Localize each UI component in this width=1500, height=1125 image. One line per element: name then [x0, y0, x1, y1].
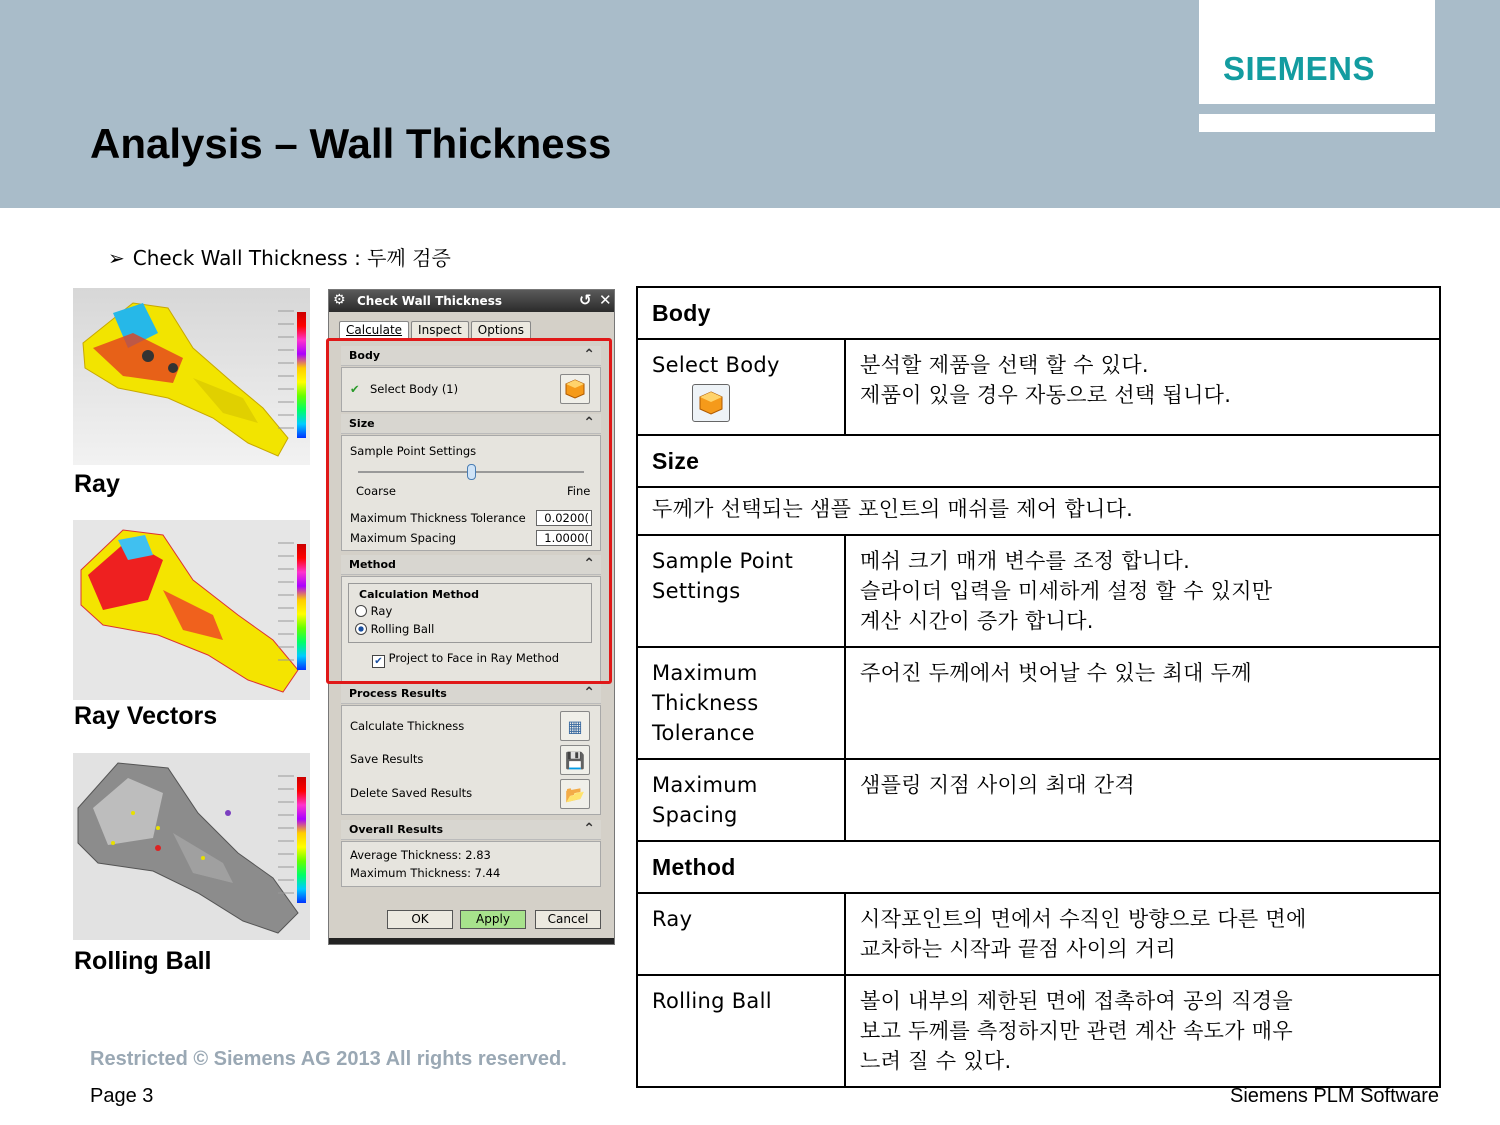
description-line: 시작포인트의 면에서 수직인 방향으로 다른 면에 [860, 907, 1307, 931]
delete-saved-results-button[interactable] [560, 779, 590, 809]
gear-icon[interactable]: ⚙ [333, 292, 346, 308]
close-icon[interactable]: ✕ [599, 291, 612, 309]
description-line: 보고 두께를 측정하지만 관련 계산 속도가 매우 [860, 1019, 1293, 1043]
collapse-chevron-icon[interactable]: ⌃ [583, 415, 595, 431]
ray-vectors-result-image [73, 520, 310, 700]
arrow-bullet-icon: ➢ [108, 246, 125, 270]
table-row [637, 339, 1440, 435]
sample-point-description [845, 535, 1440, 647]
checkbox-checked-icon[interactable]: ✔ [372, 655, 385, 668]
scale-ticks [278, 310, 294, 440]
scale-ticks [278, 542, 294, 672]
calculator-icon: ▦ [567, 716, 583, 736]
ok-button[interactable]: OK [387, 910, 453, 929]
table-row [637, 841, 1440, 893]
max-spacing-label: Maximum Spacing [350, 531, 457, 545]
save-disk-icon: 💾 [565, 750, 585, 770]
delete-folder-icon: 📂 [565, 784, 585, 804]
rolling-ball-term: Rolling Ball [637, 975, 845, 1087]
check-icon: ✔ [350, 382, 360, 396]
table-row [637, 487, 1440, 535]
page-number: Page 3 [90, 1085, 154, 1107]
spacing-description: 샘플링 지점 사이의 최대 간격 [845, 759, 1440, 841]
color-scale-legend [297, 544, 306, 670]
cancel-button[interactable]: Cancel [535, 910, 601, 929]
description-line: 메쉬 크기 매개 변수를 조정 합니다. [860, 549, 1191, 573]
term-line: Spacing [652, 803, 738, 827]
restricted-notice: Restricted © Siemens AG 2013 All rights reserved. [90, 1048, 567, 1070]
sample-point-term [637, 535, 845, 647]
tolerance-term [637, 647, 845, 759]
select-body-icon [692, 384, 730, 422]
highlight-box [326, 338, 612, 684]
table-row [637, 287, 1440, 339]
term-line: Settings [652, 579, 741, 603]
apply-button[interactable]: Apply [460, 910, 526, 929]
average-thickness-readout: Average Thickness: 2.83 [350, 848, 491, 862]
collapse-chevron-icon[interactable]: ⌃ [583, 556, 595, 572]
table-row [637, 893, 1440, 975]
body-header: Body [637, 287, 1440, 339]
dialog-bottom-bar [329, 938, 614, 944]
ray-model-render [73, 288, 310, 465]
ray-vectors-caption: Ray Vectors [74, 702, 218, 730]
dialog-tabs [339, 321, 531, 339]
process-results-panel [341, 705, 601, 815]
rolling-ball-description [845, 975, 1440, 1087]
delete-saved-results-label: Delete Saved Results [350, 786, 473, 800]
overall-results-section-header[interactable] [341, 820, 601, 840]
term-line: Maximum [652, 773, 758, 797]
rolling-ball-model-render [73, 753, 310, 940]
description-line: 교차하는 시작과 끝점 사이의 거리 [860, 937, 1177, 961]
bullet-text: Check Wall Thickness : 두께 검증 [132, 246, 451, 270]
select-body-description [845, 339, 1440, 435]
slider-fine-label: Fine [567, 484, 591, 498]
maximum-thickness-readout: Maximum Thickness: 7.44 [350, 866, 501, 880]
method-section-label: Method [349, 558, 396, 571]
description-line: 볼이 내부의 제한된 면에 접촉하여 공의 직경을 [860, 989, 1293, 1013]
max-thickness-tolerance-label: Maximum Thickness Tolerance [350, 511, 526, 525]
radio-rolling-ball-label: Rolling Ball [370, 622, 435, 636]
term-line: Sample Point [652, 549, 794, 573]
scale-ticks [278, 775, 294, 905]
page-title: Analysis – Wall Thickness [90, 120, 612, 167]
ray-result-image [73, 288, 310, 465]
term-line: Maximum [652, 661, 758, 685]
ray-caption: Ray [74, 470, 120, 498]
overall-results-panel [341, 841, 601, 887]
project-to-face-label: Project to Face in Ray Method [388, 651, 560, 665]
description-line: 슬라이더 입력을 미세하게 설정 할 수 있지만 [860, 579, 1273, 603]
table-row [637, 535, 1440, 647]
calculation-method-label: Calculation Method [359, 588, 479, 601]
reset-icon[interactable]: ↺ [579, 291, 592, 309]
size-section-label: Size [349, 417, 375, 430]
spacing-term [637, 759, 845, 841]
ray-term: Ray [637, 893, 845, 975]
sample-point-settings-label: Sample Point Settings [350, 444, 477, 458]
collapse-chevron-icon[interactable]: ⌃ [583, 347, 595, 363]
tab-inspect[interactable]: Inspect [411, 321, 469, 339]
term-line: Tolerance [652, 721, 755, 745]
term-line: Thickness [652, 691, 759, 715]
description-line: 계산 시간이 증가 합니다. [860, 609, 1094, 633]
radio-ray-label: Ray [370, 604, 393, 618]
logo-strip [1199, 114, 1435, 132]
calculate-thickness-label: Calculate Thickness [350, 719, 465, 733]
tab-calculate[interactable]: Calculate [339, 321, 409, 339]
description-line: 분석할 제품을 선택 할 수 있다. [860, 353, 1149, 377]
select-body-label[interactable]: Select Body (1) [370, 382, 459, 396]
bullet-line [108, 242, 451, 271]
description-table [636, 286, 1441, 1088]
size-header: Size [637, 435, 1440, 487]
company-name: Siemens PLM Software [1230, 1085, 1439, 1107]
max-thickness-tolerance-input[interactable]: 0.0200( [536, 510, 592, 526]
body-section-label: Body [349, 349, 380, 362]
description-line: 느려 질 수 있다. [860, 1049, 1012, 1073]
description-line: 제품이 있을 경우 자동으로 선택 됩니다. [860, 383, 1232, 407]
select-body-term: Select Body [652, 353, 780, 377]
tab-options[interactable]: Options [471, 321, 531, 339]
color-scale-legend [297, 312, 306, 438]
table-row [637, 759, 1440, 841]
method-header: Method [637, 841, 1440, 893]
cube-icon [698, 390, 724, 416]
save-results-label: Save Results [350, 752, 424, 766]
select-body-cell [637, 339, 845, 435]
rolling-ball-caption: Rolling Ball [74, 947, 212, 975]
siemens-logo: SIEMENS [1222, 50, 1376, 87]
color-scale-legend [297, 777, 306, 903]
dialog-title: Check Wall Thickness [357, 294, 502, 308]
process-results-section-header[interactable] [341, 684, 601, 704]
max-spacing-input[interactable]: 1.0000( [536, 530, 592, 546]
collapse-chevron-icon[interactable]: ⌃ [583, 685, 595, 701]
overall-results-label: Overall Results [349, 823, 444, 836]
slider-coarse-label: Coarse [356, 484, 396, 498]
save-results-button[interactable] [560, 745, 590, 775]
table-row [637, 435, 1440, 487]
process-results-label: Process Results [349, 687, 447, 700]
calculate-thickness-button[interactable] [560, 711, 590, 741]
table-row [637, 975, 1440, 1087]
dialog-titlebar [329, 290, 614, 312]
ray-vectors-model-render [73, 520, 310, 700]
collapse-chevron-icon[interactable]: ⌃ [583, 821, 595, 837]
ray-description [845, 893, 1440, 975]
table-row [637, 647, 1440, 759]
size-description: 두께가 선택되는 샘플 포인트의 매쉬를 제어 합니다. [637, 487, 1440, 535]
tolerance-description: 주어진 두께에서 벗어날 수 있는 최대 두께 [845, 647, 1440, 759]
rolling-ball-result-image [73, 753, 310, 940]
